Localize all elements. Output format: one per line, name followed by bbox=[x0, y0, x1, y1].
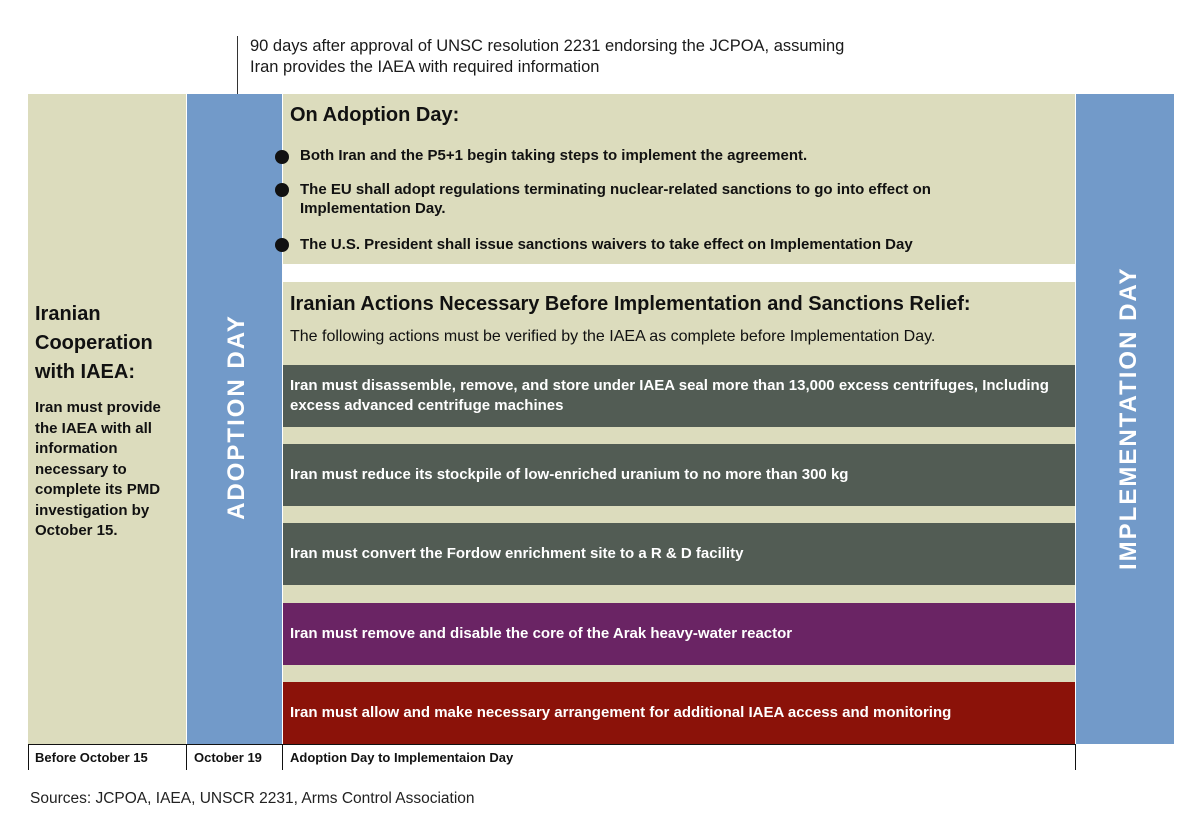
action-text: Iran must disassemble, remove, and store under IAEA seal more than 13,000 excess centrifuges, Including excess advanced centrifuge machines bbox=[290, 377, 1049, 414]
callout-line-1: 90 days after approval of UNSC resolution 2231 endorsing the JCPOA, assuming bbox=[250, 37, 845, 55]
period-oct19: October 19 bbox=[194, 750, 262, 765]
actions-subheading: The following actions must be verified by the IAEA as complete before Implementation Day. bbox=[290, 328, 936, 345]
timeline-tick bbox=[28, 744, 29, 770]
bullet-dot-icon bbox=[275, 183, 289, 197]
timeline-tick bbox=[186, 744, 187, 770]
left-panel-body: Iran must provide the IAEA with all information necessary to complete its PMD investigation by October 15. bbox=[35, 399, 161, 539]
left-panel-title: Iranian Cooperation with IAEA: bbox=[35, 303, 153, 383]
action-bar-fordow bbox=[283, 523, 1075, 585]
callout-note bbox=[250, 36, 950, 78]
callout-line-2: Iran provides the IAEA with required information bbox=[250, 58, 600, 76]
action-bar-centrifuges bbox=[283, 365, 1075, 427]
implementation-day-label: IMPLEMENTATION DAY bbox=[1115, 266, 1142, 570]
period-before-oct15: Before October 15 bbox=[35, 750, 148, 765]
actions-heading: Iranian Actions Necessary Before Implementation and Sanctions Relief: bbox=[290, 293, 971, 315]
actions-panel bbox=[283, 282, 1075, 744]
action-text: Iran must allow and make necessary arrangement for additional IAEA access and monitoring bbox=[290, 704, 952, 721]
action-bar-monitoring bbox=[283, 682, 1075, 744]
action-text: Iran must convert the Fordow enrichment site to a R & D facility bbox=[290, 545, 744, 562]
adoption-heading: On Adoption Day: bbox=[290, 104, 460, 126]
action-text: Iran must remove and disable the core of the Arak heavy-water reactor bbox=[290, 625, 793, 642]
action-bar-uranium bbox=[283, 444, 1075, 506]
sources-note: Sources: JCPOA, IAEA, UNSCR 2231, Arms Control Association bbox=[30, 790, 475, 807]
adoption-bullet-2: The EU shall adopt regulations terminating nuclear-related sanctions to go into effect on Implementation Day. bbox=[300, 181, 931, 217]
adoption-bullet-1: Both Iran and the P5+1 begin taking steps to implement the agreement. bbox=[300, 147, 808, 164]
action-text: Iran must reduce its stockpile of low-enriched uranium to no more than 300 kg bbox=[290, 466, 849, 483]
adoption-bullet-3: The U.S. President shall issue sanctions waivers to take effect on Implementation Day bbox=[300, 236, 913, 253]
bullet-dot-icon bbox=[275, 150, 289, 164]
timeline-tick bbox=[282, 744, 283, 770]
timeline-tick bbox=[1075, 744, 1076, 770]
adoption-day-label: ADOPTION DAY bbox=[223, 314, 250, 520]
action-bar-arak bbox=[283, 603, 1075, 665]
period-adoption-to-implementation: Adoption Day to Implementaion Day bbox=[290, 750, 514, 765]
bullet-dot-icon bbox=[275, 238, 289, 252]
